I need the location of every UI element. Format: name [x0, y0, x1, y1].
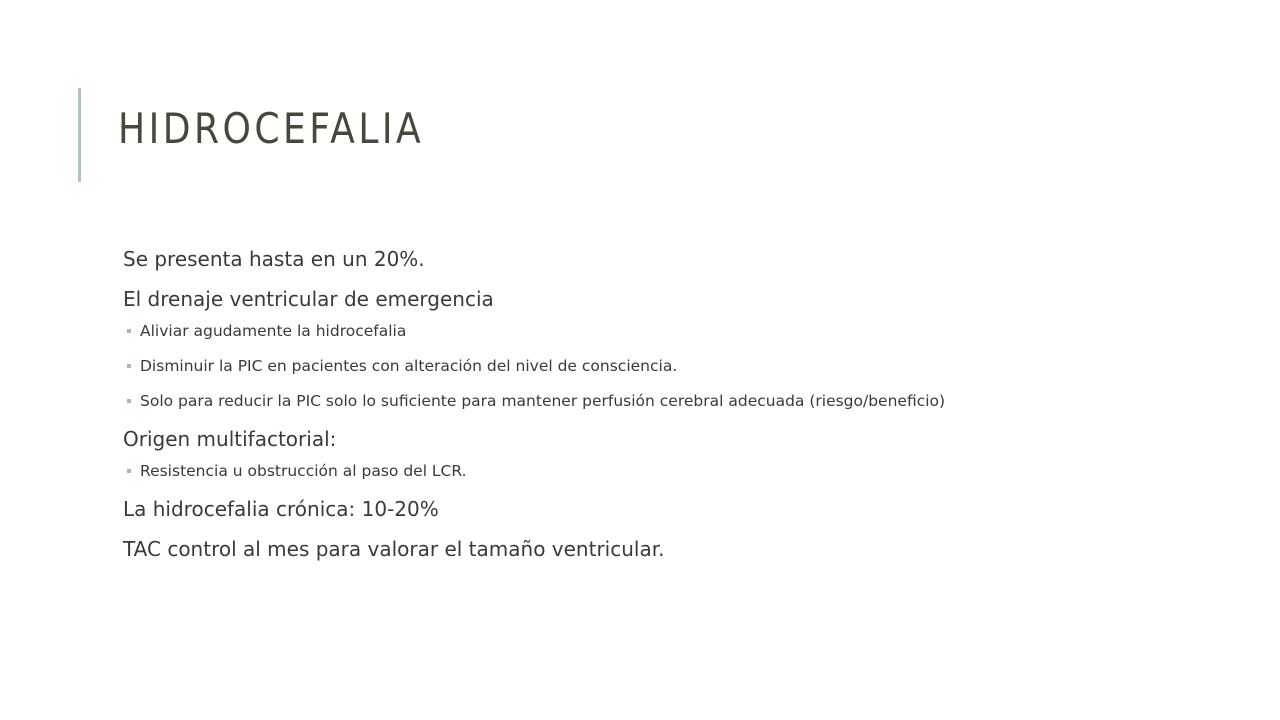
sub-bullet-text: Resistencia u obstrucción al paso del LCR. — [140, 462, 467, 480]
slide-content — [123, 246, 1203, 576]
bullet-item: TAC control al mes para valorar el tamaño ventricular. — [123, 537, 665, 561]
square-bullet-icon — [127, 329, 131, 333]
sub-bullet-item — [123, 460, 1203, 482]
square-bullet-icon — [127, 364, 131, 368]
bullet-item: Se presenta hasta en un 20%. — [123, 247, 425, 271]
square-bullet-icon — [127, 469, 131, 473]
bullet-item: El drenaje ventricular de emergencia — [123, 287, 494, 311]
sub-bullet-item — [123, 355, 1203, 377]
sub-bullet-text: Aliviar agudamente la hidrocefalia — [140, 322, 407, 340]
slide-title: HIDROCEFALIA — [118, 104, 425, 153]
sub-bullet-text: Solo para reducir la PIC solo lo suficiente para mantener perfusión cerebral adecuada (riesgo/beneficio) — [140, 392, 946, 410]
sub-bullet-item — [123, 320, 1203, 342]
sub-list-origen — [123, 460, 1203, 482]
bullet-item: Origen multifactorial: — [123, 427, 337, 451]
bullet-item: La hidrocefalia crónica: 10-20% — [123, 497, 439, 521]
square-bullet-icon — [127, 399, 131, 403]
sub-bullet-text: Disminuir la PIC en pacientes con alteración del nivel de consciencia. — [140, 357, 678, 375]
sub-list-drenaje — [123, 320, 1203, 412]
sub-bullet-item — [123, 390, 1203, 412]
title-accent-bar — [78, 88, 81, 182]
